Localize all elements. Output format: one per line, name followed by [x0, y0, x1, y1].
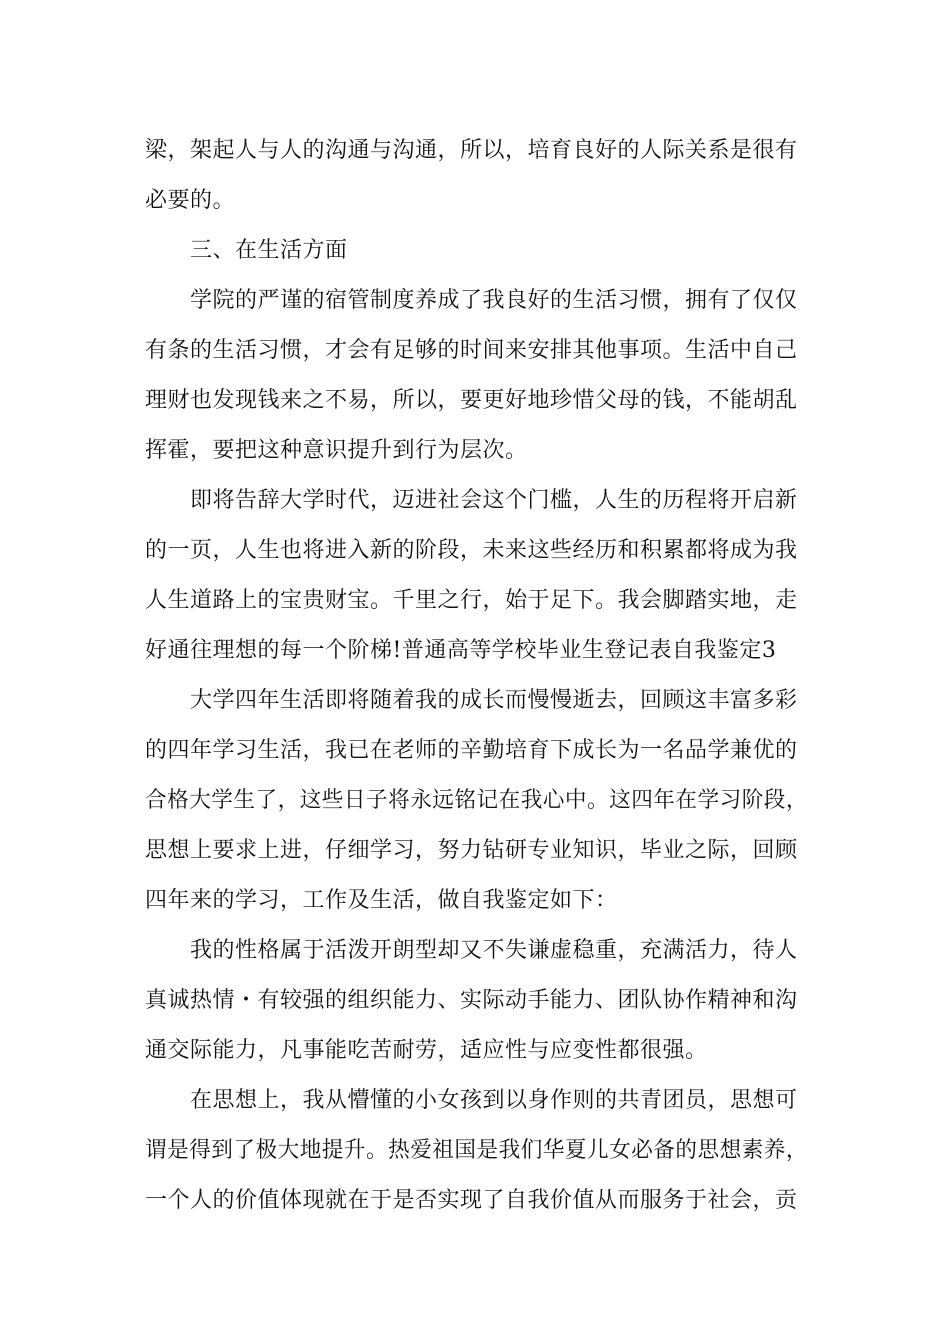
text-line: 我的性格属于活泼开朗型却又不失谦虚稳重，充满活力，待人 — [190, 938, 798, 963]
text-line: 即将告辞大学时代，迈进社会这个门槛，人生的历程将开启新 — [190, 488, 798, 513]
text-line: 梁，架起人与人的沟通与沟通，所以，培育良好的人际关系是很有 — [145, 138, 798, 163]
text-line: 必要的。 — [145, 188, 236, 213]
text-line: 理财也发现钱来之不易，所以，要更好地珍惜父母的钱，不能胡乱 — [145, 388, 798, 413]
text-line: 人生道路上的宝贵财宝。千里之行，始于足下。我会脚踏实地，走 — [145, 588, 798, 613]
text-line: 大学四年生活即将随着我的成长而慢慢逝去，回顾这丰富多彩 — [190, 688, 798, 713]
text-line: 好通往理想的每一个阶梯!普通高等学校毕业生登记表自我鉴定3 — [145, 638, 777, 663]
text-line: 一个人的价值体现就在于是否实现了自我价值从而服务于社会，贡 — [145, 1188, 798, 1213]
text-line: 有条的生活习惯，才会有足够的时间来安排其他事项。生活中自己 — [145, 338, 798, 363]
text-line: 通交际能力，凡事能吃苦耐劳，适应性与应变性都很强。 — [145, 1038, 708, 1063]
text-line: 谓是得到了极大地提升。热爱祖国是我们华夏儿女必备的思想素养， — [145, 1138, 809, 1163]
text-line: 真诚热情・有较强的组织能力、实际动手能力、团队协作精神和沟 — [145, 988, 798, 1013]
text-line: 四年来的学习，工作及生活，做自我鉴定如下： — [145, 888, 618, 913]
text-line: 在思想上，我从懵懂的小女孩到以身作则的共青团员，思想可 — [190, 1088, 798, 1113]
text-line: 学院的严谨的宿管制度养成了我良好的生活习惯，拥有了仅仅 — [190, 288, 798, 313]
text-line: 合格大学生了，这些日子将永远铭记在我心中。这四年在学习阶段， — [145, 788, 809, 813]
text-line: 的四年学习生活，我已在老师的辛勤培育下成长为一名品学兼优的 — [145, 738, 798, 763]
section-heading: 三、在生活方面 — [190, 238, 348, 263]
text-line: 的一页，人生也将进入新的阶段，未来这些经历和积累都将成为我 — [145, 538, 798, 563]
text-line: 思想上要求上进，仔细学习，努力钻研专业知识，毕业之际，回顾 — [145, 838, 798, 863]
text-line: 挥霍，要把这种意识提升到行为层次。 — [145, 438, 528, 463]
